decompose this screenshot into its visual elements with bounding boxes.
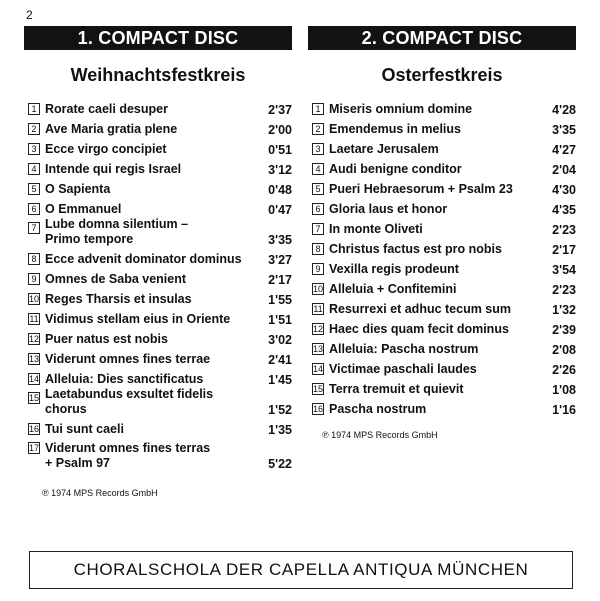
track-title: Lube domna silentium – Primo tempore [45,217,189,246]
track-duration: 2'08 [552,343,576,357]
track-row [24,268,292,288]
track-duration: 3'12 [268,163,292,177]
track-duration: 2'04 [552,163,576,177]
track-title: Omnes de Saba venient [45,272,187,286]
track-row [308,378,576,398]
track-duration: 2'26 [552,363,576,377]
track-row [308,318,576,338]
track-title: O Sapienta [45,182,111,196]
track-duration: 5'22 [268,457,292,471]
track-title: Emendemus in melius [329,122,461,136]
track-title: Resurrexi et adhuc tecum sum [329,302,512,316]
track-duration: 3'02 [268,333,292,347]
track-duration: 2'00 [268,123,292,137]
track-title: Christus factus est pro nobis [329,242,502,256]
track-duration: 1'16 [552,403,576,417]
track-duration: 2'37 [268,103,292,117]
track-number: 17 [29,443,40,453]
track-duration: 2'23 [552,283,576,297]
track-duration: 1'52 [268,403,292,417]
page-number: 2 [26,8,33,22]
track-row [308,178,576,198]
track-row [24,308,292,328]
track-row [24,288,292,308]
track-duration: 3'35 [268,233,292,247]
track-title: O Emmanuel [45,202,122,216]
track-number: 8 [312,243,324,255]
track-row [24,368,292,388]
disc1-title: Weihnachtsfestkreis [70,65,246,85]
track-number: 1 [312,103,324,115]
track-duration: 4'28 [552,103,576,117]
track-title: Rorate caeli desuper [45,102,168,116]
track-number: 6 [312,203,324,215]
track-title: Vidimus stellam eius in Oriente [45,312,231,326]
track-number: 9 [312,263,324,275]
track-title: Terra tremuit et quievit [329,382,464,396]
track-number: 2 [28,123,40,135]
track-number: 16 [29,424,40,434]
track-number: 3 [312,143,324,155]
track-title: Laetabundus exsultet fidelis chorus [45,387,214,416]
track-duration: 3'35 [552,123,576,137]
track-duration: 2'23 [552,223,576,237]
track-duration: 1'08 [552,383,576,397]
track-duration: 1'32 [552,303,576,317]
track-row [308,358,576,378]
disc2-column [308,26,576,440]
track-title: Alleluia: Dies sanctificatus [45,372,204,386]
track-title: Gloria laus et honor [329,202,448,216]
track-duration: 1'35 [268,423,292,437]
track-row [24,138,292,158]
track-title: Tui sunt caeli [45,422,124,436]
track-number: 10 [29,294,40,304]
track-number: 10 [313,284,324,294]
track-number: 13 [29,354,40,364]
track-row [24,248,292,268]
track-number: 5 [312,183,324,195]
track-duration: 3'27 [268,253,292,267]
track-duration: 4'35 [552,203,576,217]
track-number: 4 [312,163,324,175]
track-row [308,238,576,258]
track-duration: 3'54 [552,263,576,277]
track-number: 12 [313,324,324,334]
track-number: 11 [29,314,39,324]
track-number: 15 [29,393,40,403]
track-title: Intende qui regis Israel [45,162,182,176]
track-row [308,158,576,178]
track-row [308,278,576,298]
disc2-title: Osterfestkreis [381,65,503,85]
track-number: 7 [312,223,324,235]
disc2-banner: 2. COMPACT DISC [308,26,576,50]
track-row [308,118,576,138]
track-row [24,98,292,118]
track-row [308,298,576,318]
disc1-banner: 1. COMPACT DISC [24,26,292,50]
track-title: Laetare Jerusalem [329,142,439,156]
track-row [308,398,576,418]
track-row [308,218,576,238]
track-title: Vexilla regis prodeunt [329,262,459,276]
track-row [24,118,292,138]
track-number: 6 [28,203,40,215]
track-row [24,388,292,418]
track-title: Ave Maria gratia plene [45,122,178,136]
disc2-copyright: ℗ 1974 MPS Records GmbH [322,430,438,440]
disc1-column [24,26,292,498]
track-duration: 1'55 [268,293,292,307]
track-row [24,218,292,248]
track-number: 16 [313,404,324,414]
track-number: 5 [28,183,40,195]
track-duration: 1'51 [268,313,292,327]
track-number: 12 [29,334,40,344]
track-row [24,348,292,368]
track-title: Pueri Hebraesorum + Psalm 23 [329,182,513,196]
track-row [308,98,576,118]
track-title: Alleluia + Confitemini [329,282,457,296]
track-title: Alleluia: Pascha nostrum [329,342,479,356]
track-number: 4 [28,163,40,175]
disc1-tracklist [24,98,292,472]
track-row [24,328,292,348]
track-number: 8 [28,253,40,265]
track-number: 14 [313,364,324,374]
track-row [24,178,292,198]
track-row [308,138,576,158]
track-title: Haec dies quam fecit dominus [329,322,509,336]
track-title: Puer natus est nobis [45,332,168,346]
track-number: 7 [28,222,40,234]
track-number: 2 [312,123,324,135]
track-number: 1 [28,103,40,115]
ensemble-name: CHORALSCHOLA DER CAPELLA ANTIQUA MÜNCHEN [29,551,573,589]
track-title: Reges Tharsis et insulas [45,292,192,306]
track-row [24,158,292,178]
track-number: 15 [313,384,324,394]
track-title: Miseris omnium domine [329,102,473,116]
track-duration: 0'48 [268,183,292,197]
track-row [24,418,292,438]
track-title: Audi benigne conditor [329,162,462,176]
track-number: 13 [313,344,324,354]
track-row [308,198,576,218]
track-number: 3 [28,143,40,155]
track-duration: 0'47 [268,203,292,217]
track-duration: 4'27 [552,143,576,157]
disc2-tracklist [308,98,576,418]
track-duration: 2'17 [552,243,576,257]
track-number: 11 [313,304,323,314]
track-duration: 2'39 [552,323,576,337]
track-title: Victimae paschali laudes [329,362,477,376]
track-duration: 1'45 [268,373,292,387]
disc1-copyright: ℗ 1974 MPS Records GmbH [42,488,158,498]
track-duration: 2'41 [268,353,292,367]
track-duration: 4'30 [552,183,576,197]
track-row [308,338,576,358]
track-row [308,258,576,278]
track-title: In monte Oliveti [329,222,423,236]
track-title: Viderunt omnes fines terras + Psalm 97 [45,441,211,470]
track-title: Pascha nostrum [329,402,427,416]
track-title: Ecce virgo concipiet [45,142,167,156]
track-row [24,438,292,472]
track-row [24,198,292,218]
track-duration: 0'51 [268,143,292,157]
track-duration: 2'17 [268,273,292,287]
track-number: 14 [29,374,40,384]
track-number: 9 [28,273,40,285]
track-title: Viderunt omnes fines terrae [45,352,211,366]
track-title: Ecce advenit dominator dominus [45,252,242,266]
